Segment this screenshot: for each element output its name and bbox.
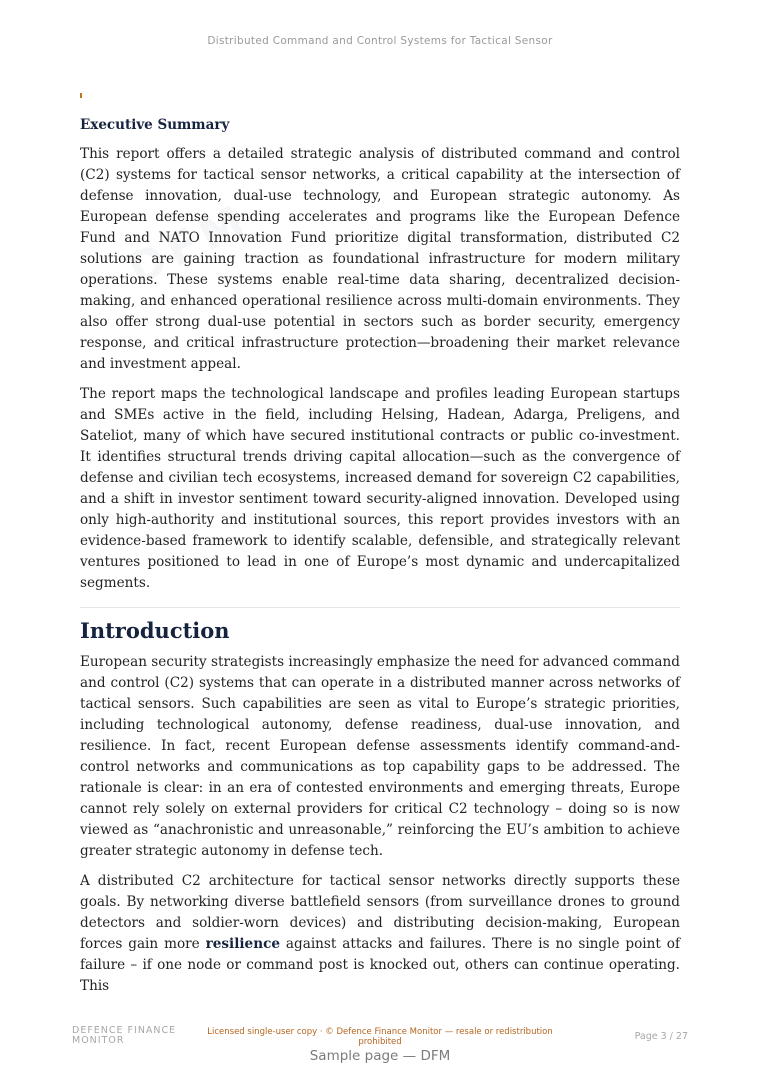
page-content <box>80 115 680 1006</box>
running-header-title: Distributed Command and Control Systems for Tactical Sensor <box>207 35 553 47</box>
accent-mark <box>80 93 82 98</box>
footer-brand: DEFENCE FINANCE MONITOR <box>72 1025 177 1046</box>
introduction-paragraph-2-end: against attacks and failures. There is no single point of failure – if one node or command post is knocked out, others can continue operating. This <box>80 936 680 994</box>
introduction-paragraph-2 <box>80 871 680 997</box>
introduction-heading: Introduction <box>80 618 230 643</box>
watermark: DFM <box>120 193 258 296</box>
introduction-paragraph-2-start: A distributed C2 architecture for tactical sensor networks directly supports these goals. By networking diverse battlefield sensors (from surveillance drones to ground detectors and soldier-worn devices) and distributing decision-making, European forces gain more <box>80 873 680 952</box>
footer-license-notice: Licensed single-user copy · © Defence Finance Monitor — resale or redistribution prohibited <box>207 1027 553 1047</box>
executive-summary-paragraph-2: The report maps the technological landscape and profiles leading European startups and SMEs active in the field, including Helsing, Hadean, Adarga, Preligens, and Sateliot, many of which have secured institutional contracts or public co-investment. It identifies structural trends driving capital allocation—such as the convergence of defense and civilian tech ecosystems, increased demand for sovereign C2 capabilities, and a shift in investor sentiment toward security-aligned innovation. Developed using only high-authority and institutional sources, this report provides investors with an evidence-based framework to identify scalable, defensible, and strategically relevant ventures positioned to lead in one of Europe’s most dynamic and undercapitalized segments. <box>80 386 680 591</box>
introduction-paragraph-1: European security strategists increasingly emphasize the need for advanced command and control (C2) systems that can operate in a distributed manner across networks of tactical sensors. Such capabilities are seen as vital to Europe’s strategic priorities, including technological autonomy, defense readiness, dual-use innovation, and resilience. In fact, recent European defense assessments identify command-and-control networks and communications as top capability gaps to be addressed. The rationale is clear: in an era of contested environments and emerging threats, Europe cannot rely solely on external providers for critical C2 technology – doing so is now viewed as “anachronistic and unreasonable,” reinforcing the EU’s ambition to achieve greater strategic autonomy in defense tech. <box>80 654 680 859</box>
executive-summary-label: Executive Summary <box>80 117 230 133</box>
resilience-emphasis: resilience <box>205 936 281 952</box>
footer-page-number: Page 3 / 27 <box>634 1031 688 1042</box>
sample-page-label: Sample page — DFM <box>309 1048 451 1064</box>
executive-summary-paragraph-1: This report offers a detailed strategic analysis of distributed command and control (C2) systems for tactical sensor networks, a critical capability at the intersection of defense innovation, dual-use technology, and European strategic autonomy. As European defense spending accelerates and programs like the European Defence Fund and NATO Innovation Fund prioritize digital transformation, distributed C2 solutions are gaining traction as foundational infrastructure for modern military operations. These systems enable real-time data sharing, decentralized decision-making, and enhanced operational resilience across multi-domain environments. They also offer strong dual-use potential in sectors such as border security, emergency response, and critical infrastructure protection—broadening their market relevance and investment appeal. <box>80 146 680 372</box>
section-divider <box>80 607 680 608</box>
